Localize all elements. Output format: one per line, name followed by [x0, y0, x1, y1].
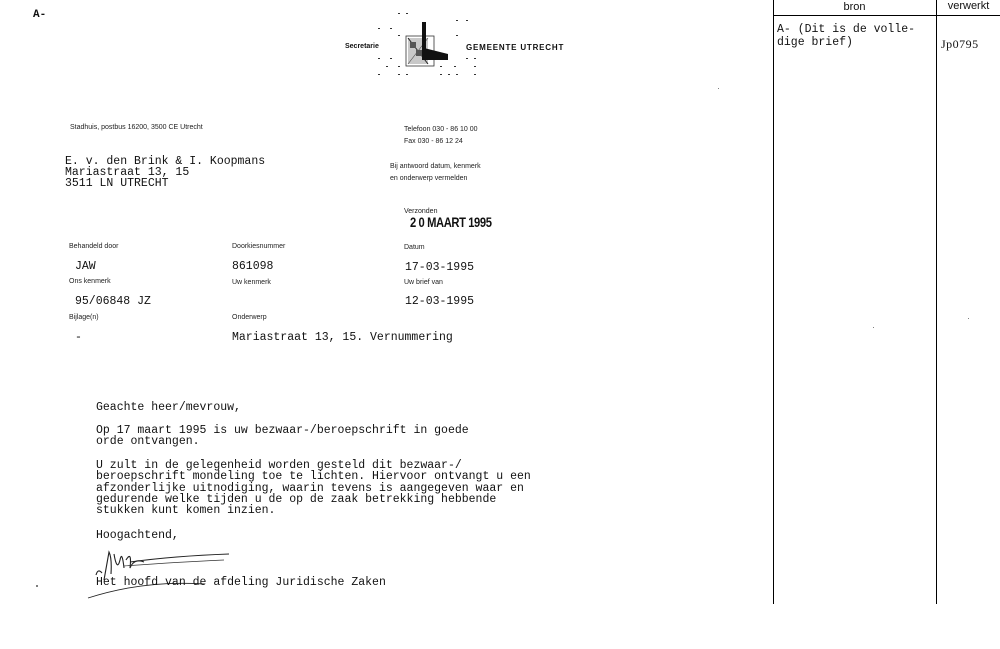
source-note [777, 23, 915, 49]
extension-value: 861098 [232, 260, 274, 273]
reply-note [390, 161, 481, 185]
sent-label: Verzonden [404, 208, 438, 215]
decor-dot [466, 58, 468, 59]
scan-speck [718, 88, 719, 89]
body-line: Op 17 maart 1995 is uw bezwaar-/beroepschrift in goede [96, 424, 469, 437]
sender-address: Stadhuis, postbus 16200, 3500 CE Utrecht [70, 124, 203, 131]
decor-dot [456, 20, 458, 21]
body-line: U zult in de gelegenheid worden gesteld dit bezwaar-/ [96, 459, 462, 472]
decor-dot [378, 74, 380, 75]
recipient-city: 3511 LN UTRECHT [65, 177, 169, 190]
source-note-line: A- (Dit is de volle- [777, 23, 916, 36]
handled-by-label: Behandeld door [69, 243, 119, 250]
body-line: stukken kunt komen inzien. [96, 504, 276, 518]
municipality-name: GEMEENTE UTRECHT [466, 43, 565, 52]
decor-dot [398, 66, 400, 67]
body-line: orde ontvangen. [96, 435, 200, 449]
decor-dot [474, 58, 476, 59]
body-paragraph-2 [96, 460, 531, 516]
sent-date-stamp: 2 0 MAART 1995 [410, 214, 492, 230]
decor-dot [386, 66, 388, 67]
processed-code: Jp0795 [941, 37, 979, 51]
handwritten-signature [84, 540, 234, 600]
table-middle-border [936, 0, 937, 604]
subject-label: Onderwerp [232, 314, 267, 321]
corner-mark: A- [33, 9, 47, 21]
decor-dot [474, 66, 476, 67]
table-left-border [773, 0, 774, 604]
reply-note-line: Bij antwoord datum, kenmerk [390, 163, 481, 170]
scan-speck [36, 585, 38, 587]
source-note-line: dige brief) [777, 36, 853, 49]
your-letter-label: Uw brief van [404, 279, 443, 286]
decor-dot [378, 28, 380, 29]
sender-fax: Fax 030 - 86 12 24 [404, 138, 463, 145]
our-ref-label: Ons kenmerk [69, 278, 111, 285]
closing: Hoogachtend, [96, 529, 179, 542]
utrecht-logo [400, 20, 460, 80]
decor-dot [456, 35, 458, 36]
your-ref-label: Uw kenmerk [232, 279, 271, 286]
body-paragraph-1 [96, 425, 469, 448]
decor-dot [448, 74, 450, 75]
scan-speck [873, 327, 874, 328]
decor-dot [398, 35, 400, 36]
your-letter-value: 12-03-1995 [405, 295, 475, 308]
decor-dot [454, 66, 456, 67]
decor-dot [398, 13, 400, 14]
date-label: Datum [404, 244, 425, 251]
decor-dot [456, 74, 458, 75]
decor-dot [474, 74, 476, 75]
recipient-name: E. v. den Brink & I. Koopmans [65, 155, 266, 168]
recipient-address [65, 156, 265, 189]
body-line: afzonderlijke uitnodiging, waarin tevens is aangegeven waar en [96, 481, 524, 495]
scan-speck [968, 318, 969, 319]
decor-dot [378, 58, 380, 59]
body-line: gedurende welke tijden u de op de zaak betrekking hebbende [96, 492, 497, 506]
sender-phone: Telefoon 030 - 86 10 00 [404, 126, 478, 133]
decor-dot [440, 74, 442, 75]
col-header-verwerkt: verwerkt [947, 0, 990, 12]
handled-by-value: JAW [75, 260, 96, 273]
decor-dot [466, 20, 468, 21]
reply-note-line: en onderwerp vermelden [390, 175, 468, 182]
date-value: 17-03-1995 [405, 261, 475, 274]
enclosures-value: - [75, 331, 82, 344]
decor-dot [398, 74, 400, 75]
subject-value: Mariastraat 13, 15. Vernummering [232, 331, 453, 344]
col-header-bron: bron [843, 1, 866, 13]
department-label: Secretarie [345, 43, 379, 50]
decor-dot [406, 13, 408, 14]
decor-dot [390, 58, 392, 59]
extension-label: Doorkiesnummer [232, 243, 286, 250]
table-header-rule [773, 15, 1000, 16]
signatory: Het hoofd van de afdeling Juridische Zaken [96, 576, 386, 589]
recipient-street: Mariastraat 13, 15 [65, 166, 190, 179]
our-ref-value: 95/06848 JZ [75, 295, 151, 308]
salutation: Geachte heer/mevrouw, [96, 401, 241, 414]
decor-dot [390, 28, 392, 29]
enclosures-label: Bijlage(n) [69, 314, 99, 321]
decor-dot [440, 66, 442, 67]
decor-dot [406, 74, 408, 75]
body-line: beroepschrift mondeling toe te lichten. Hiervoor ontvangt u een [96, 470, 531, 484]
